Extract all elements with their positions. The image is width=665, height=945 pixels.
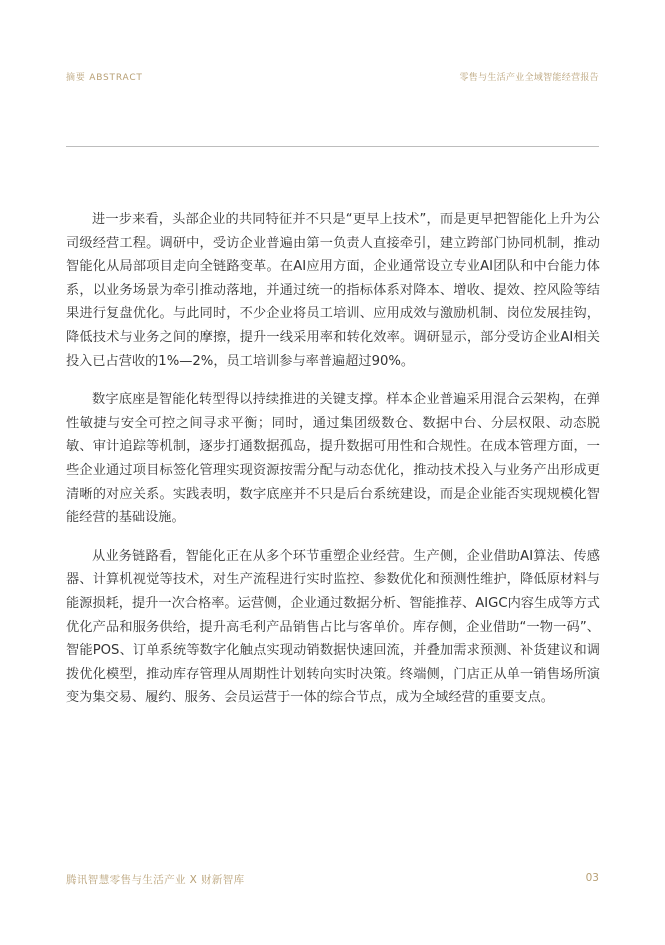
page-number: 03	[585, 872, 599, 884]
footer-publisher: 腾讯智慧零售与生活产业 X 财新智库	[66, 874, 245, 886]
header-divider	[66, 146, 599, 147]
section-label: 摘要 ABSTRACT	[66, 73, 143, 83]
report-title: 零售与生活产业全域智能经营报告	[459, 73, 599, 83]
paragraph-digital-foundation: 数字底座是智能化转型得以持续推进的关键支撑。样本企业普遍采用混合云架构，在弹性敏捷与安全可控之间寻求平衡；同时，通过集团级数仓、数据中台、分层权限、动态脱敏、审计追踪等机制，逐步打通数据孤岛，提升数据可用性和合规性。在成本管理方面，一些企业通过项目标签化管理实现资源按需分配与动态优化，推动技术投入与业务产出形成更清晰的对应关系。实践表明，数字底座并不只是后台系统建设，而是企业能否实现规模化智能经营的基础设施。	[66, 392, 600, 526]
paragraph-business-chain: 从业务链路看，智能化正在从多个环节重塑企业经营。生产侧，企业借助AI算法、传感器、计算机视觉等技术，对生产流程进行实时监控、参数优化和预测性维护，降低原材料与能源损耗，提升一次合格率。运营侧，企业通过数据分析、智能推荐、AIGC内容生成等方式优化产品和服务供给，提升高毛利产品销售占比与客单价。库存侧，企业借助“一物一码”、智能POS、订单系统等数字化触点实现动销数据快速回流，并叠加需求预测、补货建议和调拨优化模型，推动库存管理从周期性计划转向实时决策。终端侧，门店正从单一销售场所演变为集交易、履约、服务、会员运营于一体的综合节点，成为全域经营的重要支点。	[66, 548, 600, 706]
paragraph-leadership: 进一步来看，头部企业的共同特征并不只是“更早上技术”，而是更早把智能化上升为公司级经营工程。调研中，受访企业普遍由第一负责人直接牵引，建立跨部门协同机制，推动智能化从局部项目走向全链路变革。在AI应用方面，企业通常设立专业AI团队和中台能力体系，以业务场景为牵引推动落地，并通过统一的指标体系对降本、增收、提效、控风险等结果进行复盘优化。与此同时，不少企业将员工培训、应用成效与激励机制、岗位发展挂钩，降低技术与业务之间的摩擦，提升一线采用率和转化效率。调研显示，部分受访企业AI相关投入已占营收的1%—2%，员工培训参与率普遍超过90%。	[66, 212, 600, 369]
main-content	[66, 208, 600, 725]
